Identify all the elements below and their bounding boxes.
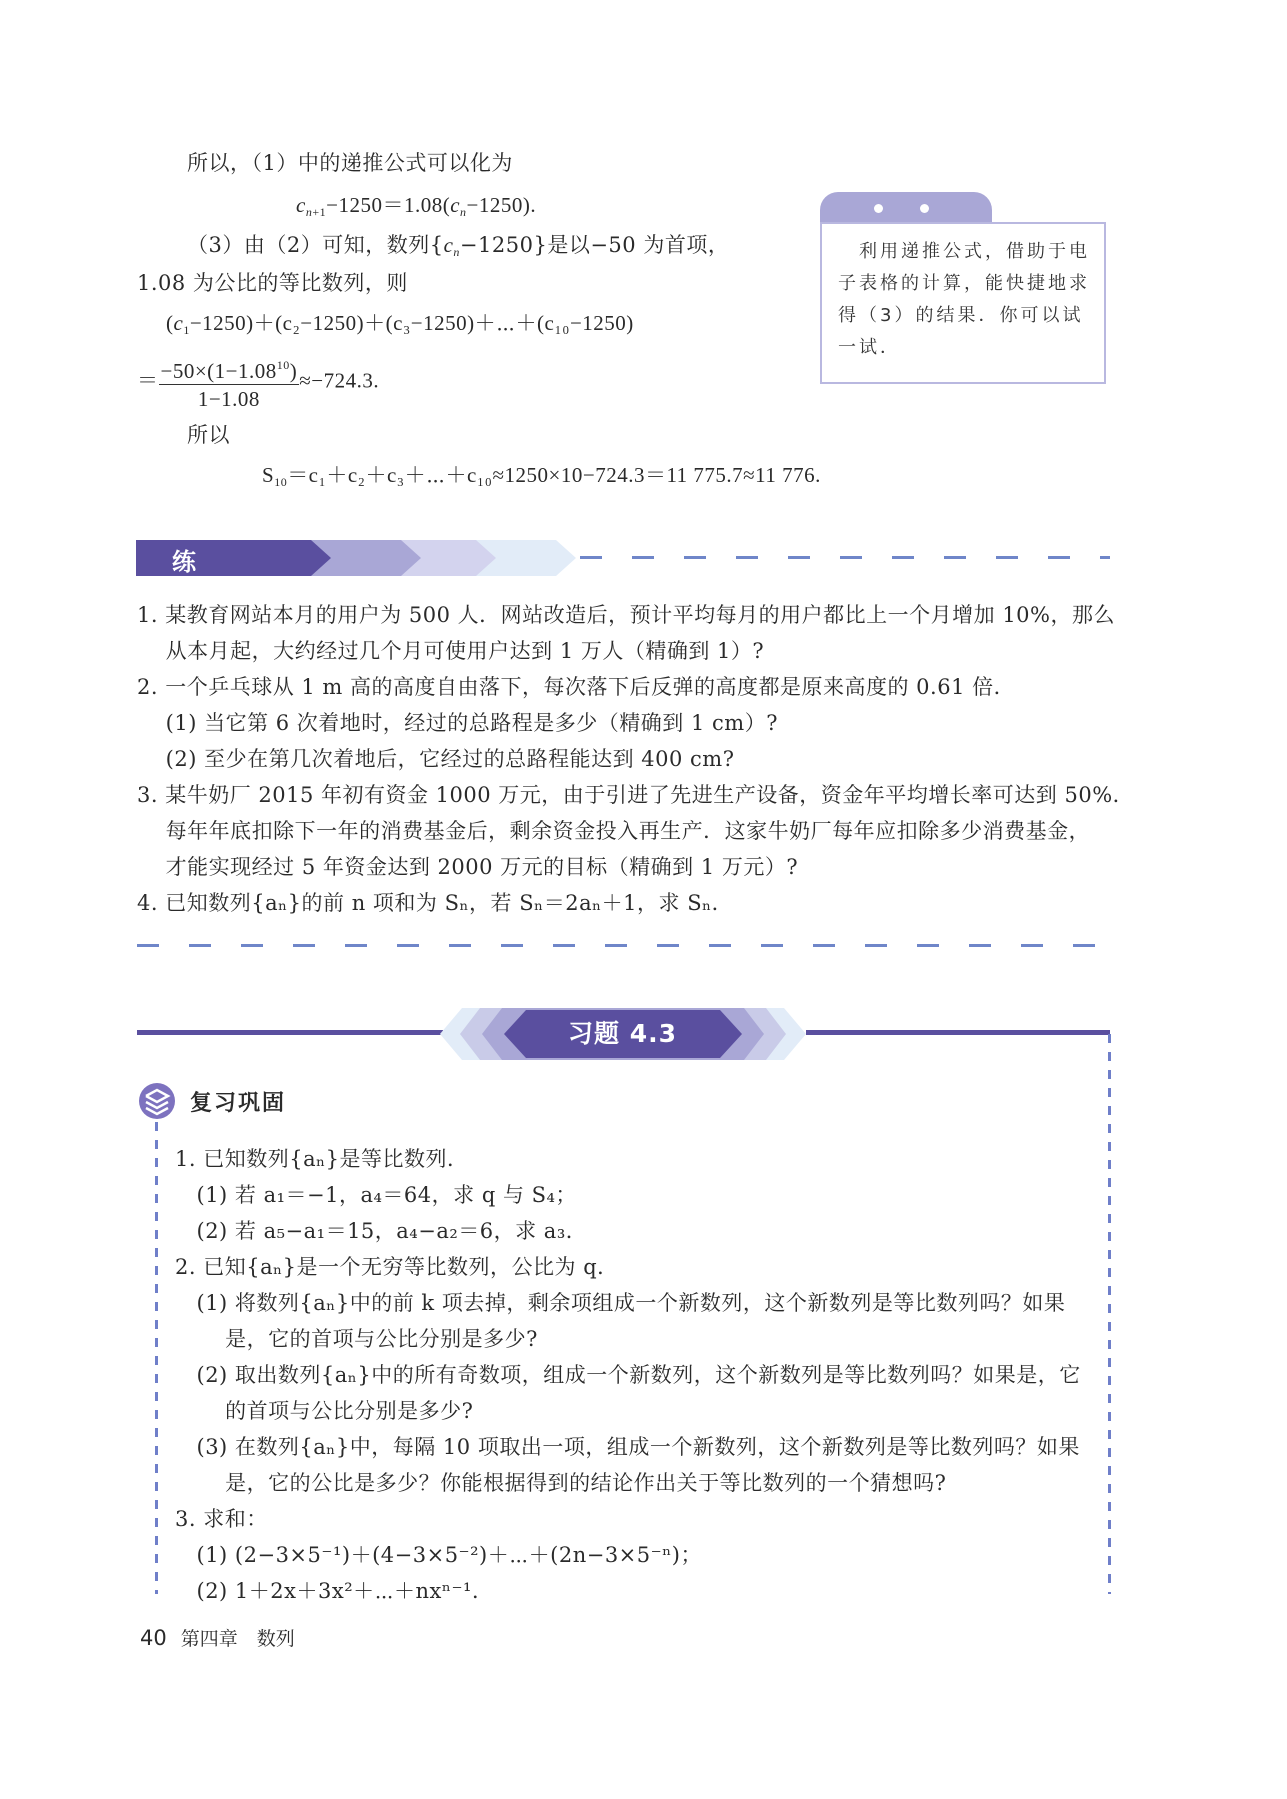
exercise-item: 3. 求和： [175,1507,268,1531]
recurrence-equation: $c_{n+1}-1250=1.08(c_n-1250)$. [296,193,537,219]
fraction-result: ＝ $\frac{-50\times(1-1.08^{10})}{1-1.08}$ ≈−724.3. [137,352,379,413]
exercise-item: (2) 若 a₅−a₁＝15，a₄−a₂＝6，求 a₃． [175,1219,588,1243]
dashed-divider [580,556,1110,559]
recurrence-tail: −1250). [466,193,537,217]
layers-icon [138,1082,176,1120]
solution-line-3-head: （3）由（2）可知，数列{ [187,233,444,257]
page-number: 40 [140,1626,167,1650]
s10-expression: ＝c₁＋c₂＋c₃＋⋯＋c₁₀≈1250×10−724.3＝11 775.7≈11 776. [287,463,821,487]
page-footer [140,1624,295,1651]
practice-item: (1) 当它第 6 次着地时，经过的总路程是多少（精确到 1 cm）? [137,711,778,735]
practice-item: 2. 一个乒乓球从 1 m 高的高度自由落下，每次落下后反弹的高度都是原来高度的 0.61 倍． [137,675,1016,699]
exercise-item: 是，它的首项与公比分别是多少? [175,1327,538,1351]
side-note-text: 利用递推公式，借助于电子表格的计算，能快捷地求得（3）的结果．你可以试一试． [838,241,1090,358]
note-dot-icon [874,204,883,213]
recurrence-mid: −1250＝1.08( [326,193,451,217]
sum-expression: $(c_1-1250)+(c_2-1250)+(c_3-1250)+\cdots+(c_{10}-1250)$ [166,311,634,337]
exercise-item: (1) (2−3×5⁻¹)＋(4−3×5⁻²)＋⋯＋(2n−3×5⁻ⁿ)； [175,1543,703,1567]
exercise-item: (1) 将数列{aₙ}中的前 k 项去掉，剩余项组成一个新数列，这个新数列是等比数列吗？如果 [175,1291,1066,1315]
practice-item: 从本月起，大约经过几个月可使用户达到 1 万人（精确到 1）? [137,639,765,663]
exercise-item: (2) 1＋2x＋3x²＋⋯＋nxⁿ⁻¹． [175,1579,494,1603]
fraction: $\frac{-50\times(1-1.08^{10})}{1-1.08}$ [159,352,300,413]
exercise-title: 习题 4.3 [568,1019,677,1048]
chevron-arrows-icon [136,540,576,576]
exercise-rule-right [806,1030,1110,1035]
exercise-item: (1) 若 a₁＝−1，a₄＝64，求 q 与 S₄； [175,1183,577,1207]
s10-result: $S_{10}=c_1+c_2+c_3+\cdots+c_{10}\approx 1250\times 10-724.3=11$ 775.7≈11 776. [262,463,821,489]
practice-item: 每年年底扣除下一年的消费基金后，剩余资金投入再生产．这家牛奶厂每年应扣除多少消费基金， [137,819,1091,843]
practice-item: 4. 已知数列{aₙ}的前 n 项和为 Sₙ，若 Sₙ＝2aₙ＋1，求 Sₙ． [137,891,734,915]
solution-line-4: 1.08 为公比的等比数列，则 [137,271,408,295]
side-note [820,222,1106,384]
practice-label: 练习 [172,548,198,611]
solution-line-3: （3）由（2）可知，数列$\{c_n-1250\}$是以−50 为首项， [187,233,730,259]
fraction-exponent: 10 [276,358,290,372]
sum-expression-tail: −1250)＋(c₂−1250)＋(c₃−1250)＋⋯＋(c₁₀−1250) [189,311,634,335]
solution-line-7: 所以 [187,423,230,447]
note-dot-icon [920,204,929,213]
section-heading: 复习巩固 [190,1091,287,1116]
chapter-title: 第四章 数列 [180,1628,295,1650]
dashed-border-right [1108,1034,1111,1594]
practice-item: 3. 某牛奶厂 2015 年初有资金 1000 万元，由于引进了先进生产设备，资金年平均增长率可达到 50%． [137,783,1135,807]
exercise-item: (2) 取出数列{aₙ}中的所有奇数项，组成一个新数列，这个新数列是等比数列吗？如果是，它 [175,1363,1081,1387]
exercise-rule-left [137,1030,443,1035]
exercise-item: 的首项与公比分别是多少? [175,1399,474,1423]
dashed-border-left [155,1122,158,1594]
exercise-item: 是，它的公比是多少？你能根据得到的结论作出关于等比数列的一个猜想吗? [175,1471,947,1495]
note-tab [820,192,992,226]
fraction-numerator: −50×(1−1.08 [160,359,277,383]
practice-item: 1. 某教育网站本月的用户为 500 人．网站改造后，预计平均每月的用户都比上一个月增加 10%，那么 [137,603,1115,627]
approx-result: ≈−724.3. [299,368,380,393]
solution-line-1: 所以，（1）中的递推公式可以化为 [187,151,513,175]
fraction-denominator: 1−1.08 [197,387,260,411]
exercise-item: (3) 在数列{aₙ}中，每隔 10 项取出一项，组成一个新数列，这个新数列是等比数列吗？如果 [175,1435,1080,1459]
practice-item: 才能实现经过 5 年资金达到 2000 万元的目标（精确到 1 万元）? [137,855,799,879]
exercise-item: 2. 已知{aₙ}是一个无穷等比数列，公比为 q． [175,1255,619,1279]
dashed-divider [137,944,1110,947]
exercise-item: 1. 已知数列{aₙ}是等比数列． [175,1147,469,1171]
solution-line-3-tail: −1250}是以−50 为首项， [459,233,730,257]
practice-item: (2) 至少在第几次着地后，它经过的总路程能达到 400 cm? [137,747,735,771]
